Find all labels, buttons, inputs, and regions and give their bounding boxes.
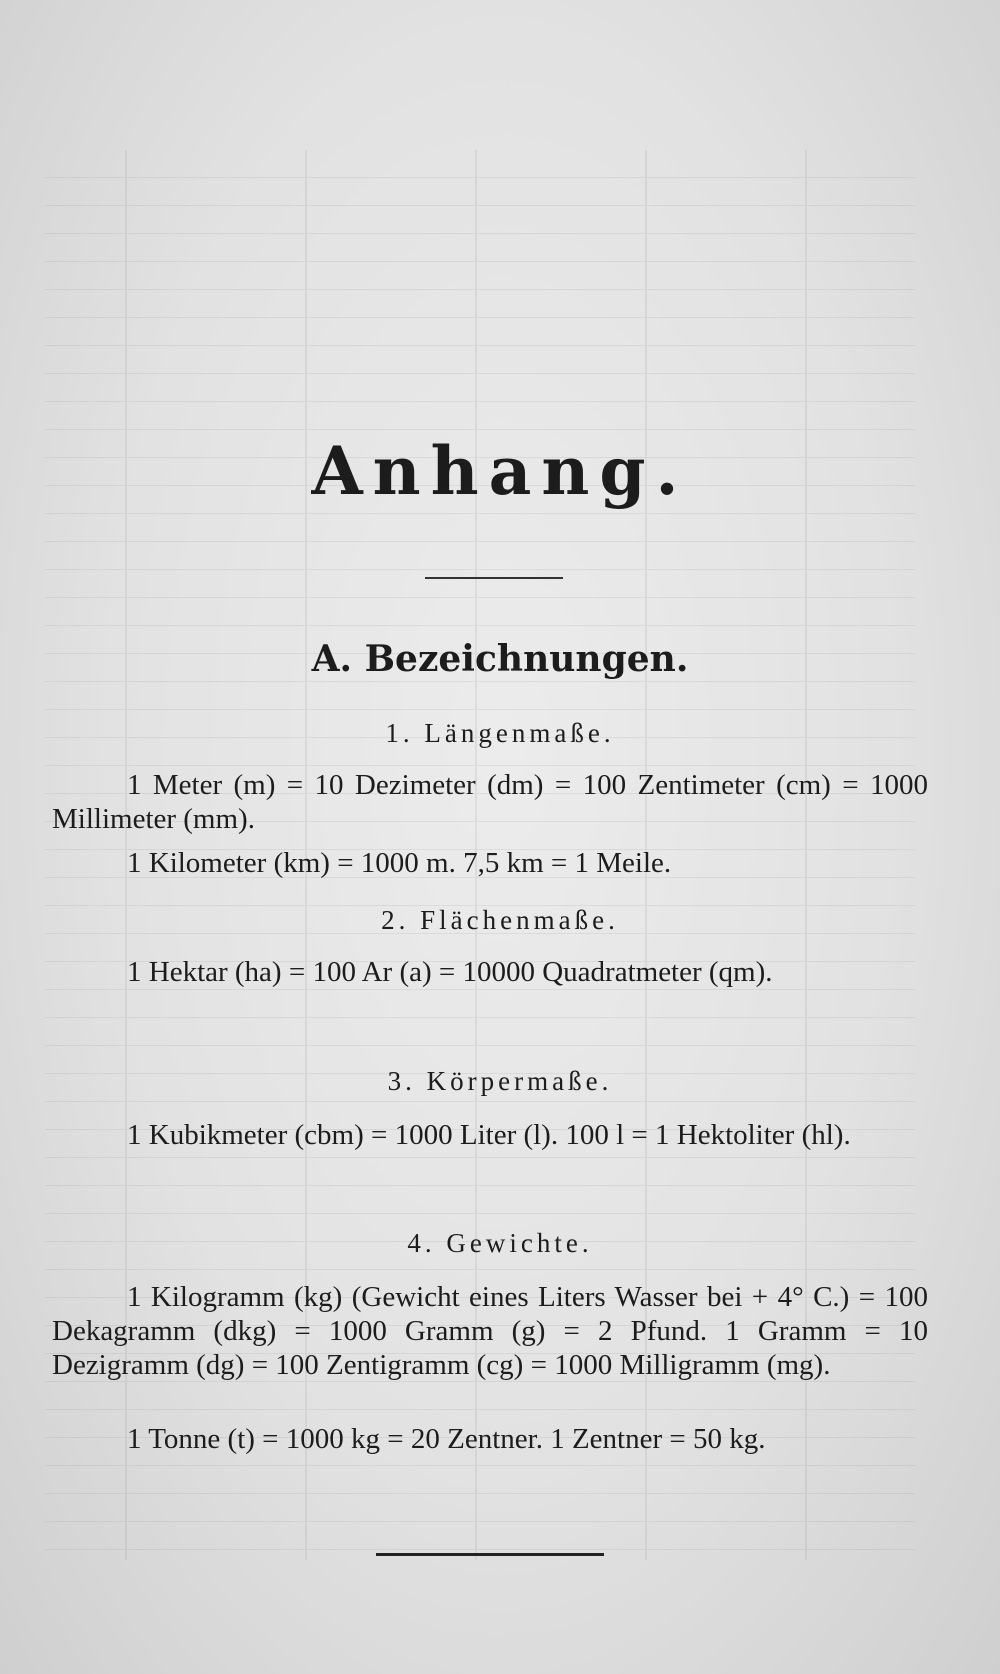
- title-divider: [425, 577, 563, 579]
- paragraph-gewicht-1: 1 Kilogramm (kg) (Gewicht eines Liters Wasser bei + 4° C.) = 100 Dekagramm (dkg) = 1000 Gramm (g) = 2 Pfund. 1 Gramm = 10 Dezigramm (dg) = 100 Zentigramm (cg) = 1000 Milligramm (mg).: [52, 1281, 928, 1381]
- section-letter: A.: [311, 638, 353, 680]
- heading-flaechenmasse: 2. Flächenmaße.: [381, 905, 619, 935]
- section-heading: [0, 638, 1000, 680]
- heading-gewichte: 4. Gewichte.: [407, 1228, 593, 1258]
- paragraph-gewicht-2: 1 Tonne (t) = 1000 kg = 20 Zentner. 1 Zentner = 50 kg.: [127, 1423, 766, 1455]
- heading-laengenmasse: 1. Längenmaße.: [385, 718, 615, 748]
- paragraph-laenge-2: 1 Kilometer (km) = 1000 m. 7,5 km = 1 Meile.: [127, 847, 672, 879]
- bottom-divider: [376, 1553, 604, 1556]
- heading-koerpermasse: 3. Körpermaße.: [387, 1066, 613, 1096]
- section-title: Bezeichnungen.: [364, 638, 689, 680]
- paragraph-laenge-1: 1 Meter (m) = 10 Dezimeter (dm) = 100 Zentimeter (cm) = 1000 Millimeter (mm).: [52, 769, 928, 835]
- paragraph-koerper-1: 1 Kubikmeter (cbm) = 1000 Liter (l). 100 l = 1 Hektoliter (hl).: [127, 1119, 851, 1151]
- paragraph-flaeche-1: 1 Hektar (ha) = 100 Ar (a) = 10000 Quadratmeter (qm).: [127, 956, 773, 988]
- page-title: Anhang.: [311, 432, 689, 510]
